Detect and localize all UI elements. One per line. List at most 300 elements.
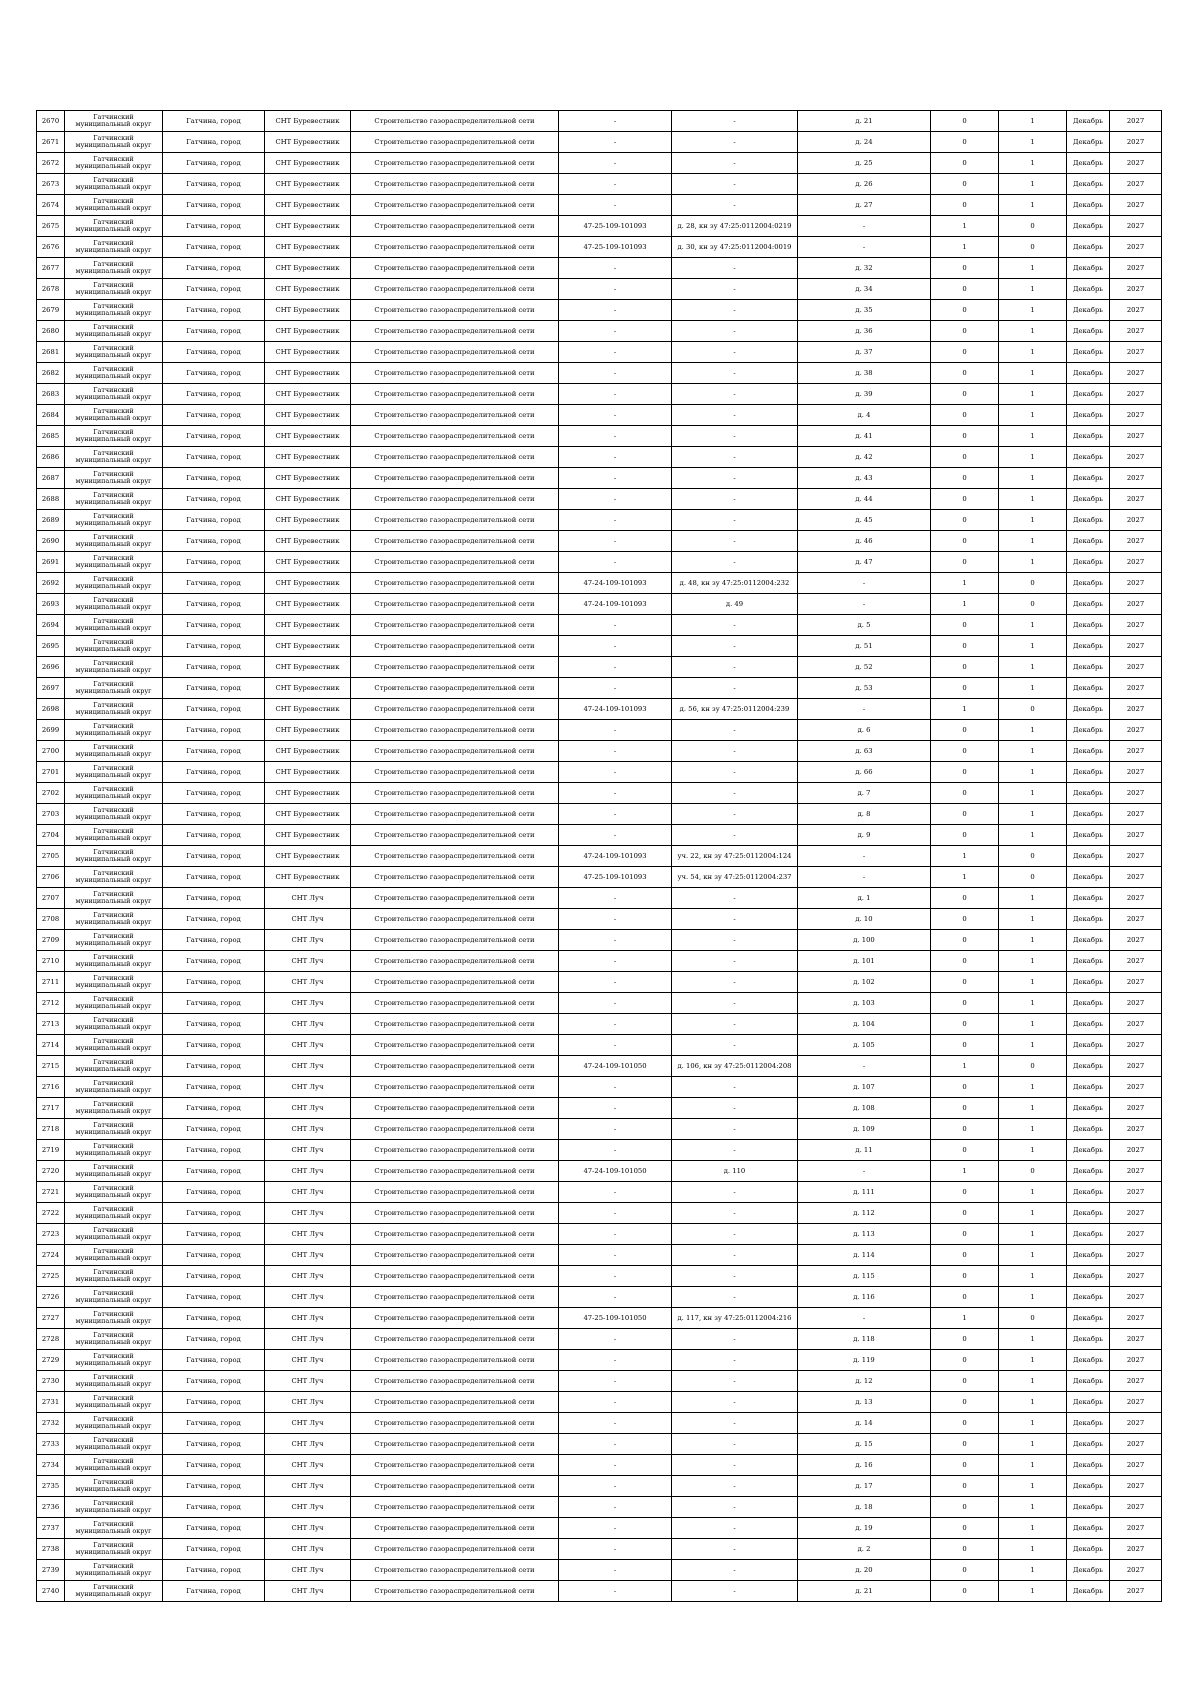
work-type-cell: Строительство газораспределительной сети (351, 825, 559, 846)
year-cell: 2027 (1110, 300, 1162, 321)
work-type-cell: Строительство газораспределительной сети (351, 930, 559, 951)
locality-cell: Гатчина, город (163, 1203, 265, 1224)
count-a-cell: 0 (931, 1497, 999, 1518)
locality-cell: Гатчина, город (163, 783, 265, 804)
settlement-cell: СНТ Буревестник (265, 510, 351, 531)
year-cell: 2027 (1110, 1371, 1162, 1392)
house-cell: д. 115 (798, 1266, 931, 1287)
object-code-cell: 47-25-109-101093 (559, 216, 672, 237)
count-a-cell: 0 (931, 1329, 999, 1350)
table-row (37, 783, 1162, 804)
object-code-cell: - (559, 972, 672, 993)
house-cell: д. 107 (798, 1077, 931, 1098)
locality-cell: Гатчина, город (163, 909, 265, 930)
row-number-cell: 2711 (37, 972, 65, 993)
row-number-cell: 2673 (37, 174, 65, 195)
house-cell: д. 36 (798, 321, 931, 342)
month-cell: Декабрь (1067, 615, 1110, 636)
table-row (37, 951, 1162, 972)
work-type-cell: Строительство газораспределительной сети (351, 342, 559, 363)
count-a-cell: 0 (931, 930, 999, 951)
count-a-cell: 0 (931, 1035, 999, 1056)
count-b-cell: 1 (999, 951, 1067, 972)
object-code-cell: - (559, 951, 672, 972)
house-cell: д. 46 (798, 531, 931, 552)
settlement-cell: СНТ Луч (265, 1224, 351, 1245)
district-cell: Гатчинский муниципальный округ (65, 531, 163, 552)
year-cell: 2027 (1110, 1014, 1162, 1035)
year-cell: 2027 (1110, 993, 1162, 1014)
count-a-cell: 0 (931, 531, 999, 552)
locality-cell: Гатчина, город (163, 678, 265, 699)
count-a-cell: 0 (931, 195, 999, 216)
row-number-cell: 2670 (37, 111, 65, 132)
month-cell: Декабрь (1067, 909, 1110, 930)
object-code-cell: - (559, 195, 672, 216)
count-b-cell: 1 (999, 531, 1067, 552)
locality-cell: Гатчина, город (163, 552, 265, 573)
table-row (37, 1119, 1162, 1140)
count-a-cell: 0 (931, 1371, 999, 1392)
month-cell: Декабрь (1067, 1371, 1110, 1392)
table-row (37, 573, 1162, 594)
count-a-cell: 0 (931, 153, 999, 174)
count-b-cell: 1 (999, 804, 1067, 825)
year-cell: 2027 (1110, 1098, 1162, 1119)
work-type-cell: Строительство газораспределительной сети (351, 951, 559, 972)
row-number-cell: 2672 (37, 153, 65, 174)
plot-address-cell: - (672, 636, 798, 657)
year-cell: 2027 (1110, 1392, 1162, 1413)
object-code-cell: - (559, 1182, 672, 1203)
settlement-cell: СНТ Луч (265, 1203, 351, 1224)
table-row (37, 132, 1162, 153)
count-b-cell: 1 (999, 1581, 1067, 1602)
row-number-cell: 2700 (37, 741, 65, 762)
house-cell: д. 4 (798, 405, 931, 426)
object-code-cell: - (559, 657, 672, 678)
month-cell: Декабрь (1067, 1350, 1110, 1371)
district-cell: Гатчинский муниципальный округ (65, 1308, 163, 1329)
locality-cell: Гатчина, город (163, 888, 265, 909)
month-cell: Декабрь (1067, 1413, 1110, 1434)
district-cell: Гатчинский муниципальный округ (65, 363, 163, 384)
year-cell: 2027 (1110, 594, 1162, 615)
plot-address-cell: - (672, 972, 798, 993)
object-code-cell: - (559, 405, 672, 426)
month-cell: Декабрь (1067, 1560, 1110, 1581)
district-cell: Гатчинский муниципальный округ (65, 594, 163, 615)
count-b-cell: 1 (999, 762, 1067, 783)
object-code-cell: 47-25-109-101050 (559, 1308, 672, 1329)
settlement-cell: СНТ Буревестник (265, 153, 351, 174)
month-cell: Декабрь (1067, 1539, 1110, 1560)
table-row (37, 1581, 1162, 1602)
plot-address-cell: - (672, 1560, 798, 1581)
plot-address-cell: - (672, 1539, 798, 1560)
work-type-cell: Строительство газораспределительной сети (351, 300, 559, 321)
month-cell: Декабрь (1067, 1497, 1110, 1518)
count-b-cell: 1 (999, 111, 1067, 132)
table-row (37, 1518, 1162, 1539)
table-row (37, 762, 1162, 783)
row-number-cell: 2719 (37, 1140, 65, 1161)
object-code-cell: - (559, 384, 672, 405)
work-type-cell: Строительство газораспределительной сети (351, 636, 559, 657)
settlement-cell: СНТ Буревестник (265, 405, 351, 426)
plot-address-cell: - (672, 993, 798, 1014)
table-row (37, 1476, 1162, 1497)
count-a-cell: 1 (931, 237, 999, 258)
settlement-cell: СНТ Луч (265, 909, 351, 930)
year-cell: 2027 (1110, 1182, 1162, 1203)
house-cell: д. 17 (798, 1476, 931, 1497)
plot-address-cell: - (672, 132, 798, 153)
locality-cell: Гатчина, город (163, 237, 265, 258)
month-cell: Декабрь (1067, 321, 1110, 342)
settlement-cell: СНТ Буревестник (265, 636, 351, 657)
count-a-cell: 0 (931, 321, 999, 342)
count-b-cell: 1 (999, 1014, 1067, 1035)
count-b-cell: 0 (999, 216, 1067, 237)
month-cell: Декабрь (1067, 888, 1110, 909)
table-row (37, 1224, 1162, 1245)
locality-cell: Гатчина, город (163, 1098, 265, 1119)
house-cell: д. 27 (798, 195, 931, 216)
month-cell: Декабрь (1067, 993, 1110, 1014)
district-cell: Гатчинский муниципальный округ (65, 888, 163, 909)
month-cell: Декабрь (1067, 762, 1110, 783)
work-type-cell: Строительство газораспределительной сети (351, 1203, 559, 1224)
table-row (37, 867, 1162, 888)
table-row (37, 1266, 1162, 1287)
count-b-cell: 1 (999, 468, 1067, 489)
count-a-cell: 0 (931, 1098, 999, 1119)
count-b-cell: 1 (999, 426, 1067, 447)
plot-address-cell: - (672, 1098, 798, 1119)
settlement-cell: СНТ Луч (265, 1266, 351, 1287)
month-cell: Декабрь (1067, 111, 1110, 132)
row-number-cell: 2721 (37, 1182, 65, 1203)
house-cell: д. 35 (798, 300, 931, 321)
table-row (37, 1371, 1162, 1392)
table-row (37, 657, 1162, 678)
house-cell: д. 41 (798, 426, 931, 447)
object-code-cell: - (559, 783, 672, 804)
year-cell: 2027 (1110, 573, 1162, 594)
count-b-cell: 1 (999, 300, 1067, 321)
work-type-cell: Строительство газораспределительной сети (351, 573, 559, 594)
month-cell: Декабрь (1067, 195, 1110, 216)
table-row (37, 321, 1162, 342)
settlement-cell: СНТ Луч (265, 1497, 351, 1518)
month-cell: Декабрь (1067, 468, 1110, 489)
settlement-cell: СНТ Луч (265, 1287, 351, 1308)
gasification-table (36, 110, 1162, 1602)
count-a-cell: 0 (931, 804, 999, 825)
work-type-cell: Строительство газораспределительной сети (351, 783, 559, 804)
row-number-cell: 2693 (37, 594, 65, 615)
row-number-cell: 2703 (37, 804, 65, 825)
table-row (37, 1329, 1162, 1350)
object-code-cell: - (559, 510, 672, 531)
plot-address-cell: - (672, 1413, 798, 1434)
count-a-cell: 0 (931, 1224, 999, 1245)
locality-cell: Гатчина, город (163, 804, 265, 825)
table-row (37, 384, 1162, 405)
plot-address-cell: - (672, 720, 798, 741)
row-number-cell: 2699 (37, 720, 65, 741)
row-number-cell: 2675 (37, 216, 65, 237)
settlement-cell: СНТ Буревестник (265, 111, 351, 132)
plot-address-cell: д. 106, кн зу 47:25:0112004:208 (672, 1056, 798, 1077)
object-code-cell: 47-24-109-101050 (559, 1056, 672, 1077)
plot-address-cell: - (672, 426, 798, 447)
settlement-cell: СНТ Буревестник (265, 573, 351, 594)
count-b-cell: 0 (999, 1308, 1067, 1329)
house-cell: д. 18 (798, 1497, 931, 1518)
settlement-cell: СНТ Луч (265, 1161, 351, 1182)
work-type-cell: Строительство газораспределительной сети (351, 1014, 559, 1035)
plot-address-cell: - (672, 678, 798, 699)
house-cell: - (798, 846, 931, 867)
work-type-cell: Строительство газораспределительной сети (351, 111, 559, 132)
district-cell: Гатчинский муниципальный округ (65, 111, 163, 132)
settlement-cell: СНТ Луч (265, 1140, 351, 1161)
count-a-cell: 0 (931, 1287, 999, 1308)
row-number-cell: 2702 (37, 783, 65, 804)
count-a-cell: 0 (931, 825, 999, 846)
count-a-cell: 0 (931, 1434, 999, 1455)
locality-cell: Гатчина, город (163, 1413, 265, 1434)
locality-cell: Гатчина, город (163, 426, 265, 447)
locality-cell: Гатчина, город (163, 1329, 265, 1350)
district-cell: Гатчинский муниципальный округ (65, 216, 163, 237)
locality-cell: Гатчина, город (163, 489, 265, 510)
count-a-cell: 0 (931, 258, 999, 279)
work-type-cell: Строительство газораспределительной сети (351, 153, 559, 174)
row-number-cell: 2691 (37, 552, 65, 573)
row-number-cell: 2716 (37, 1077, 65, 1098)
district-cell: Гатчинский муниципальный округ (65, 1182, 163, 1203)
count-b-cell: 1 (999, 1119, 1067, 1140)
object-code-cell: - (559, 153, 672, 174)
district-cell: Гатчинский муниципальный округ (65, 1371, 163, 1392)
house-cell: - (798, 1056, 931, 1077)
house-cell: д. 14 (798, 1413, 931, 1434)
table-row (37, 1308, 1162, 1329)
count-a-cell: 0 (931, 132, 999, 153)
year-cell: 2027 (1110, 447, 1162, 468)
settlement-cell: СНТ Буревестник (265, 300, 351, 321)
object-code-cell: - (559, 531, 672, 552)
house-cell: д. 108 (798, 1098, 931, 1119)
object-code-cell: - (559, 1077, 672, 1098)
district-cell: Гатчинский муниципальный округ (65, 972, 163, 993)
year-cell: 2027 (1110, 363, 1162, 384)
table-row (37, 237, 1162, 258)
month-cell: Декабрь (1067, 258, 1110, 279)
row-number-cell: 2684 (37, 405, 65, 426)
house-cell: д. 43 (798, 468, 931, 489)
year-cell: 2027 (1110, 972, 1162, 993)
count-a-cell: 1 (931, 216, 999, 237)
table-row (37, 363, 1162, 384)
house-cell: - (798, 237, 931, 258)
year-cell: 2027 (1110, 153, 1162, 174)
month-cell: Декабрь (1067, 405, 1110, 426)
year-cell: 2027 (1110, 1161, 1162, 1182)
count-b-cell: 1 (999, 174, 1067, 195)
row-number-cell: 2737 (37, 1518, 65, 1539)
district-cell: Гатчинский муниципальный округ (65, 762, 163, 783)
row-number-cell: 2687 (37, 468, 65, 489)
plot-address-cell: - (672, 153, 798, 174)
month-cell: Декабрь (1067, 1119, 1110, 1140)
count-b-cell: 1 (999, 1266, 1067, 1287)
work-type-cell: Строительство газораспределительной сети (351, 1476, 559, 1497)
row-number-cell: 2712 (37, 993, 65, 1014)
settlement-cell: СНТ Луч (265, 1035, 351, 1056)
house-cell: д. 13 (798, 1392, 931, 1413)
district-cell: Гатчинский муниципальный округ (65, 657, 163, 678)
count-b-cell: 1 (999, 657, 1067, 678)
year-cell: 2027 (1110, 909, 1162, 930)
house-cell: д. 119 (798, 1350, 931, 1371)
district-cell: Гатчинский муниципальный округ (65, 279, 163, 300)
count-b-cell: 1 (999, 489, 1067, 510)
locality-cell: Гатчина, город (163, 636, 265, 657)
month-cell: Декабрь (1067, 1287, 1110, 1308)
month-cell: Декабрь (1067, 426, 1110, 447)
table-row (37, 1035, 1162, 1056)
plot-address-cell: - (672, 300, 798, 321)
count-b-cell: 1 (999, 1203, 1067, 1224)
year-cell: 2027 (1110, 1119, 1162, 1140)
object-code-cell: - (559, 1140, 672, 1161)
year-cell: 2027 (1110, 342, 1162, 363)
house-cell: д. 45 (798, 510, 931, 531)
settlement-cell: СНТ Луч (265, 1371, 351, 1392)
plot-address-cell: д. 56, кн зу 47:25:0112004:239 (672, 699, 798, 720)
locality-cell: Гатчина, город (163, 657, 265, 678)
settlement-cell: СНТ Луч (265, 1308, 351, 1329)
locality-cell: Гатчина, город (163, 1266, 265, 1287)
object-code-cell: - (559, 678, 672, 699)
plot-address-cell: - (672, 1434, 798, 1455)
district-cell: Гатчинский муниципальный округ (65, 720, 163, 741)
settlement-cell: СНТ Буревестник (265, 468, 351, 489)
locality-cell: Гатчина, город (163, 258, 265, 279)
row-number-cell: 2713 (37, 1014, 65, 1035)
district-cell: Гатчинский муниципальный округ (65, 1455, 163, 1476)
year-cell: 2027 (1110, 237, 1162, 258)
document-page (36, 110, 1161, 1602)
settlement-cell: СНТ Буревестник (265, 321, 351, 342)
count-a-cell: 0 (931, 762, 999, 783)
count-a-cell: 0 (931, 1392, 999, 1413)
house-cell: д. 51 (798, 636, 931, 657)
month-cell: Декабрь (1067, 216, 1110, 237)
district-cell: Гатчинский муниципальный округ (65, 741, 163, 762)
row-number-cell: 2692 (37, 573, 65, 594)
plot-address-cell: - (672, 1455, 798, 1476)
work-type-cell: Строительство газораспределительной сети (351, 1035, 559, 1056)
year-cell: 2027 (1110, 174, 1162, 195)
month-cell: Декабрь (1067, 1392, 1110, 1413)
plot-address-cell: - (672, 195, 798, 216)
month-cell: Декабрь (1067, 741, 1110, 762)
house-cell: д. 19 (798, 1518, 931, 1539)
settlement-cell: СНТ Луч (265, 1455, 351, 1476)
year-cell: 2027 (1110, 1539, 1162, 1560)
district-cell: Гатчинский муниципальный округ (65, 1245, 163, 1266)
district-cell: Гатчинский муниципальный округ (65, 867, 163, 888)
table-row (37, 300, 1162, 321)
district-cell: Гатчинский муниципальный округ (65, 930, 163, 951)
row-number-cell: 2690 (37, 531, 65, 552)
house-cell: д. 116 (798, 1287, 931, 1308)
work-type-cell: Строительство газораспределительной сети (351, 1539, 559, 1560)
settlement-cell: СНТ Буревестник (265, 699, 351, 720)
plot-address-cell: - (672, 1140, 798, 1161)
district-cell: Гатчинский муниципальный округ (65, 1266, 163, 1287)
table-row (37, 1056, 1162, 1077)
house-cell: д. 21 (798, 111, 931, 132)
object-code-cell: - (559, 1329, 672, 1350)
plot-address-cell: - (672, 1224, 798, 1245)
work-type-cell: Строительство газораспределительной сети (351, 1266, 559, 1287)
row-number-cell: 2736 (37, 1497, 65, 1518)
locality-cell: Гатчина, город (163, 972, 265, 993)
settlement-cell: СНТ Буревестник (265, 195, 351, 216)
object-code-cell: 47-24-109-101093 (559, 846, 672, 867)
month-cell: Декабрь (1067, 1203, 1110, 1224)
settlement-cell: СНТ Луч (265, 1182, 351, 1203)
count-b-cell: 1 (999, 636, 1067, 657)
object-code-cell: - (559, 720, 672, 741)
locality-cell: Гатчина, город (163, 321, 265, 342)
work-type-cell: Строительство газораспределительной сети (351, 1350, 559, 1371)
locality-cell: Гатчина, город (163, 1140, 265, 1161)
district-cell: Гатчинский муниципальный округ (65, 846, 163, 867)
district-cell: Гатчинский муниципальный округ (65, 552, 163, 573)
house-cell: д. 10 (798, 909, 931, 930)
month-cell: Декабрь (1067, 1182, 1110, 1203)
row-number-cell: 2717 (37, 1098, 65, 1119)
year-cell: 2027 (1110, 636, 1162, 657)
plot-address-cell: - (672, 1014, 798, 1035)
plot-address-cell: - (672, 615, 798, 636)
year-cell: 2027 (1110, 1077, 1162, 1098)
locality-cell: Гатчина, город (163, 1476, 265, 1497)
settlement-cell: СНТ Буревестник (265, 846, 351, 867)
year-cell: 2027 (1110, 552, 1162, 573)
settlement-cell: СНТ Буревестник (265, 489, 351, 510)
plot-address-cell: - (672, 489, 798, 510)
table-row (37, 1560, 1162, 1581)
house-cell: д. 47 (798, 552, 931, 573)
work-type-cell: Строительство газораспределительной сети (351, 363, 559, 384)
house-cell: - (798, 594, 931, 615)
table-row (37, 1140, 1162, 1161)
month-cell: Декабрь (1067, 279, 1110, 300)
year-cell: 2027 (1110, 1329, 1162, 1350)
district-cell: Гатчинский муниципальный округ (65, 1518, 163, 1539)
year-cell: 2027 (1110, 1434, 1162, 1455)
year-cell: 2027 (1110, 720, 1162, 741)
plot-address-cell: - (672, 342, 798, 363)
